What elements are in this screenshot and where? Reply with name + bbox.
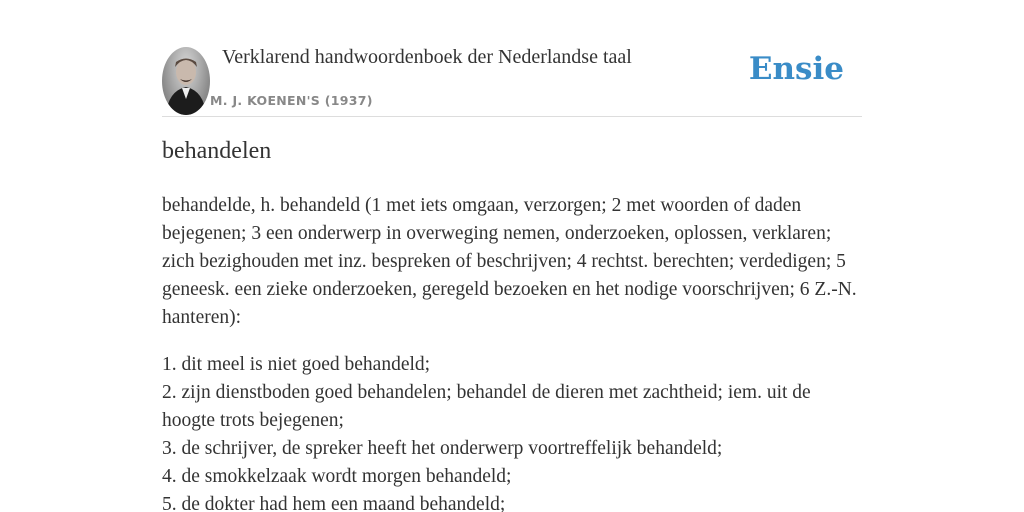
list-item: 1. dit meel is niet goed behandeld; [162, 354, 431, 375]
entry-definition: behandelde, h. behandeld (1 met iets omgaan, verzorgen; 2 met woorden of daden bejegenen; 3 een onderwerp in overweging nemen, onderzoeken, oplossen, verklaren; zich bezighouden met inz. bespreken of beschrijven; 4 rechtst. berechten; verdedigen; 5 geneesk. een zieke onderzoeken, geregeld bezoeken en het nodige voorschrijven; 6 Z.-N. hanteren): [162, 195, 857, 328]
book-author: M. J. KOENEN'S (1937) [210, 93, 373, 108]
author-portrait [162, 47, 210, 115]
list-item: 3. de schrijver, de spreker heeft het onderwerp voortreffelijk behandeld; [162, 438, 723, 459]
brand-logo-link[interactable]: Ensie [748, 51, 844, 87]
list-item: 4. de smokkelzaak wordt morgen behandeld; [162, 466, 512, 487]
header [162, 46, 862, 117]
book-title: Verklarend handwoordenboek der Nederlandse taal [222, 46, 632, 68]
entry-headword: behandelen [162, 138, 272, 164]
list-item: 2. zijn dienstboden goed behandelen; behandel de dieren met zachtheid; iem. uit de hoogte trots bejegenen; [162, 382, 811, 431]
example-list [162, 351, 862, 512]
list-item: 5. de dokter had hem een maand behandeld; [162, 494, 506, 512]
